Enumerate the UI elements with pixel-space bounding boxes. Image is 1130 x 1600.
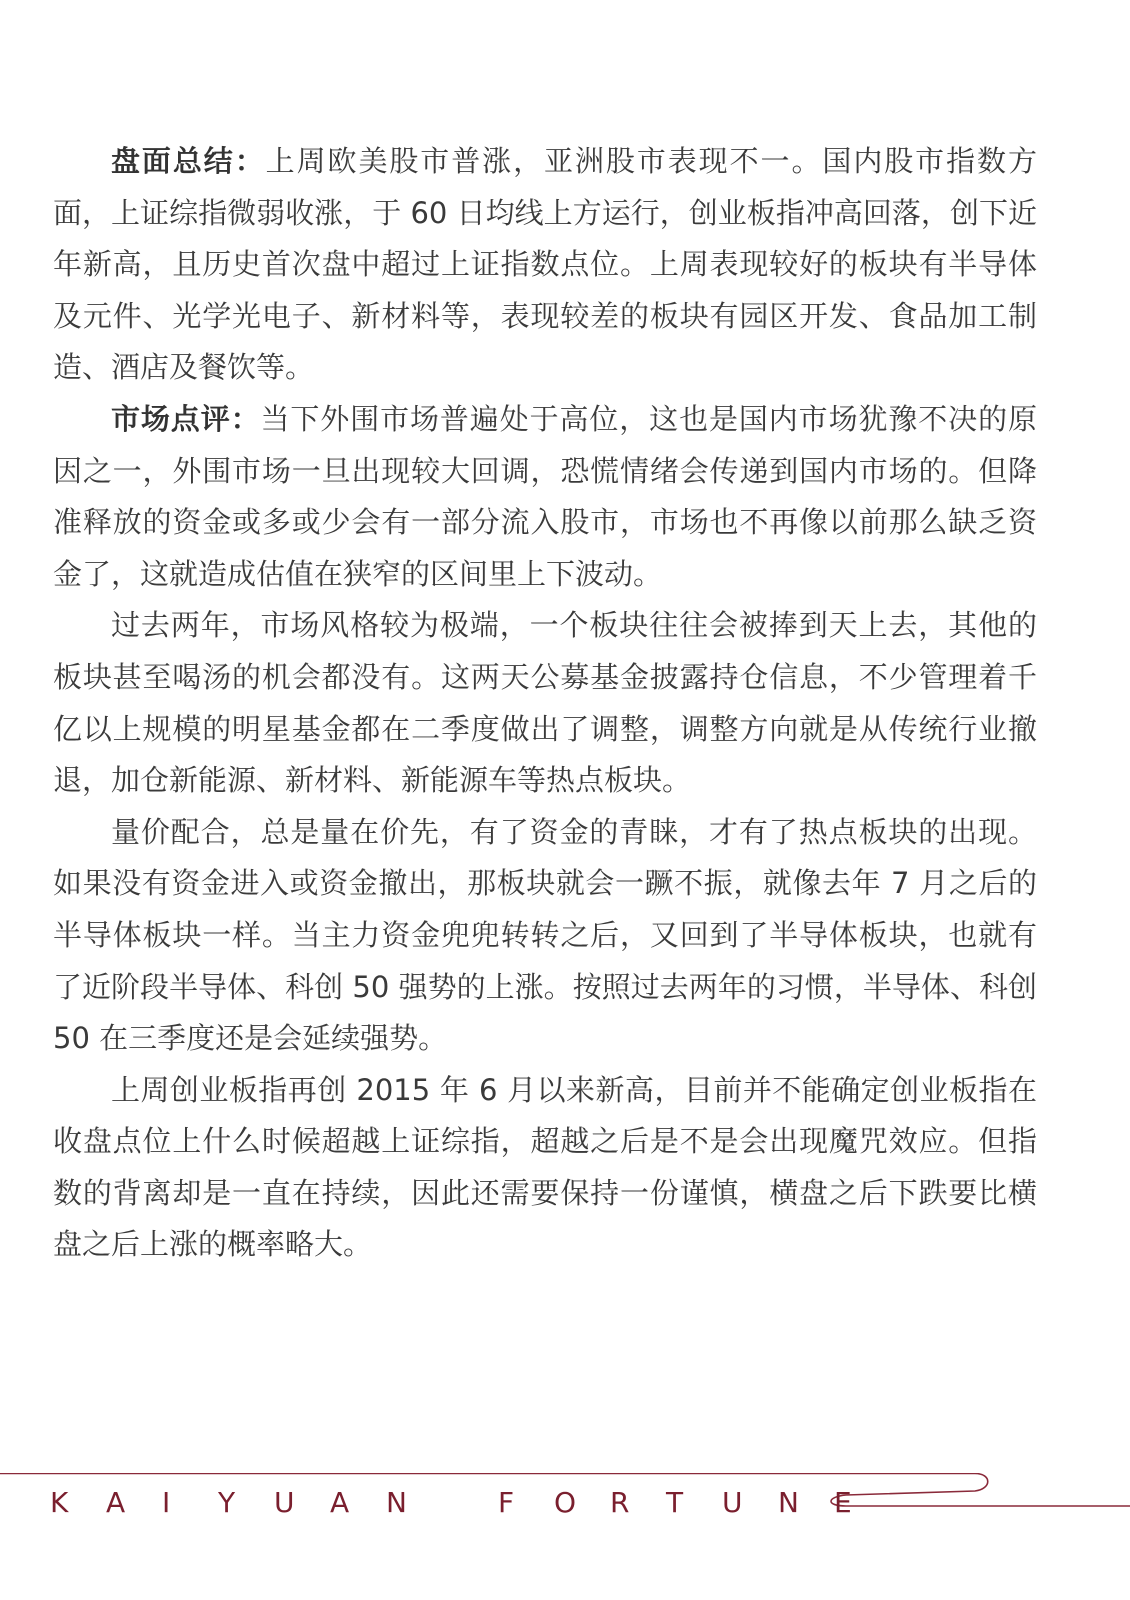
brand-letter: R: [610, 1485, 630, 1519]
paragraph-volume-price: [53, 807, 1037, 1065]
paragraph-text: 上周创业板指再创 2015 年 6 月以来新高，目前并不能确定创业板指在收盘点位上什么时候超越上证综指，超越之后是不是会出现魔咒效应。但指数的背离却是一直在持续，因此还需要保持一份谨慎，横盘之后下跌要比横盘之后上涨的概率略大。: [53, 1072, 1037, 1262]
brand-letter: Y: [218, 1485, 236, 1519]
paragraph-gem-index: [53, 1065, 1037, 1271]
paragraph-text: 过去两年，市场风格较为极端，一个板块往往会被捧到天上去，其他的板块甚至喝汤的机会都没有。这两天公募基金披露持仓信息，不少管理着千亿以上规模的明星基金都在二季度做出了调整，调整方向就是从传统行业撤退，加仓新能源、新材料、新能源车等热点板块。: [53, 608, 1037, 798]
brand-letter: U: [274, 1485, 295, 1519]
paragraph-style: [53, 600, 1037, 806]
paragraph-lead: 市场点评：: [111, 401, 261, 436]
brand-letter: F: [498, 1485, 515, 1519]
brand-letter: K: [50, 1485, 69, 1519]
paragraph-comment: [53, 394, 1037, 600]
brand-letter: O: [554, 1485, 577, 1519]
brand-letter: T: [666, 1485, 684, 1519]
brand-letter: I: [162, 1485, 171, 1519]
brand-letter: E: [834, 1485, 852, 1519]
brand-letter: N: [386, 1485, 407, 1519]
brand-letter: A: [106, 1485, 126, 1519]
brand-letter: A: [330, 1485, 350, 1519]
brand-letter: U: [722, 1485, 743, 1519]
paragraph-text: 上周欧美股市普涨，亚洲股市表现不一。国内股市指数方面，上证综指微弱收涨，于 60 日均线上方运行，创业板指冲高回落，创下近年新高，且历史首次盘中超过上证指数点位。上周表现较好的板块有半导体及元件、光学光电子、新材料等，表现较差的板块有园区开发、食品加工制造、酒店及餐饮等。: [53, 144, 1037, 385]
paragraph-text: 量价配合，总是量在价先，有了资金的青睐，才有了热点板块的出现。如果没有资金进入或资金撤出，那板块就会一蹶不振，就像去年 7 月之后的半导体板块一样。当主力资金兜兜转转之后，又回到了半导体板块，也就有了近阶段半导体、科创 50 强势的上涨。按照过去两年的习惯，半导体、科创 50 在三季度还是会延续强势。: [53, 814, 1037, 1056]
brand-letter: N: [778, 1485, 799, 1519]
article-body: [53, 136, 1037, 1271]
paragraph-lead: 盘面总结：: [111, 144, 266, 178]
footer-brand: [50, 1482, 890, 1522]
paragraph-summary: [53, 136, 1037, 394]
paragraph-text: 当下外围市场普遍处于高位，这也是国内市场犹豫不决的原因之一，外围市场一旦出现较大回调，恐慌情绪会传递到国内市场的。但降准释放的资金或多或少会有一部分流入股市，市场也不再像以前那么缺乏资金了，这就造成估值在狭窄的区间里上下波动。: [53, 401, 1037, 591]
